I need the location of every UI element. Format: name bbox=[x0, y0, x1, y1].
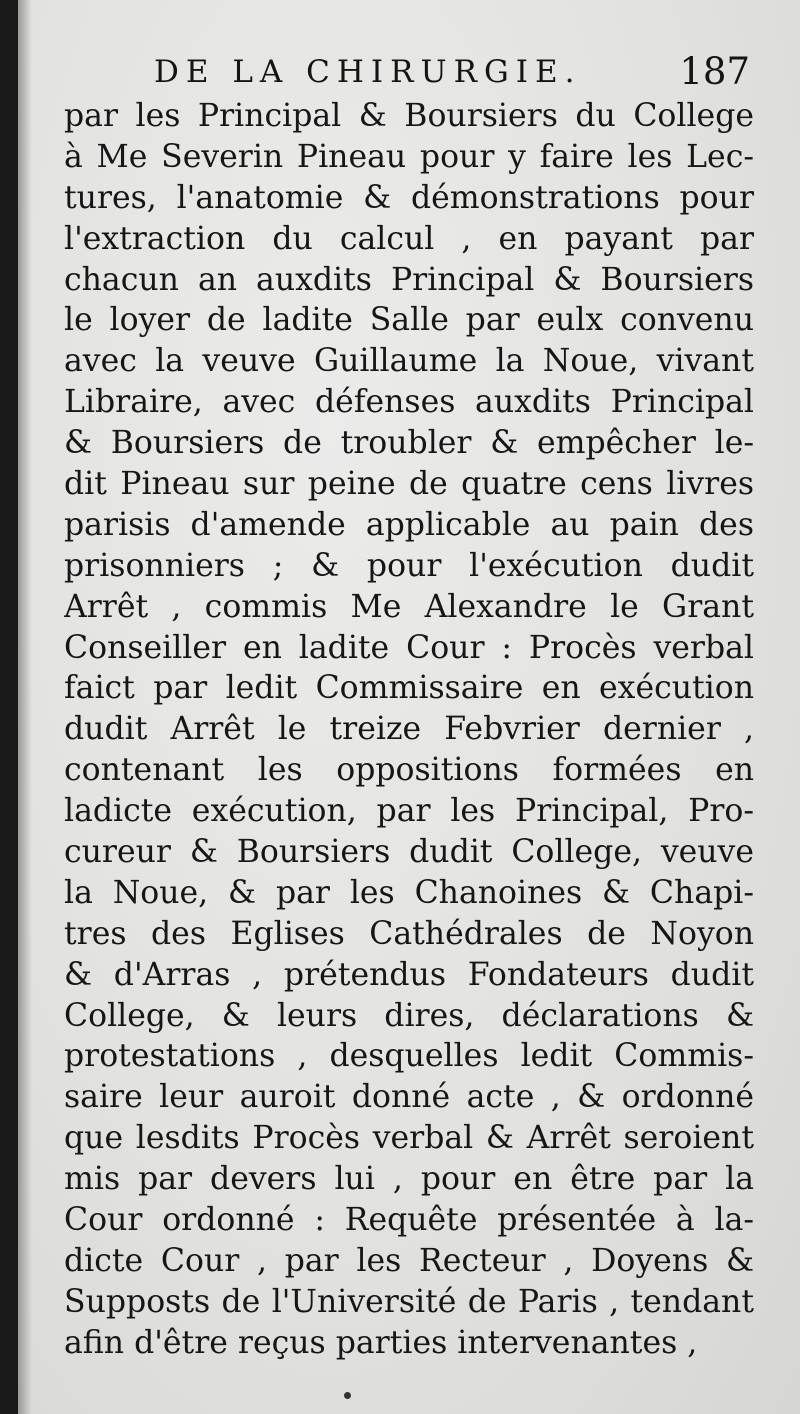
text-line-24: protestations , desquelles ledit Commis- bbox=[64, 1038, 754, 1075]
text-line-31: afin d'être reçus parties intervenantes , bbox=[64, 1324, 698, 1361]
text-line-29: dicte Cour , par les Recteur , Doyens & bbox=[64, 1242, 754, 1279]
text-line-27: mis par devers lui , pour en être par la bbox=[64, 1161, 754, 1198]
text-line-8: Libraire, avec défenses auxdits Principal bbox=[64, 384, 754, 421]
text-line-23: College, & leurs dires, déclarations & bbox=[64, 997, 754, 1034]
page-number: 187 bbox=[679, 50, 750, 93]
text-line-25: saire leur auroit donné acte , & ordonné bbox=[64, 1079, 754, 1116]
text-line-20: la Noue, & par les Chanoines & Chapi- bbox=[64, 874, 754, 911]
page-header bbox=[18, 48, 800, 98]
text-line-17: contenant les oppositions formées en bbox=[64, 752, 754, 789]
text-line-14: Conseiller en ladite Cour : Procès verbal bbox=[64, 629, 754, 666]
text-line-5: chacun an auxdits Principal & Boursiers bbox=[64, 261, 754, 298]
text-line-12: prisonniers ; & pour l'exécution dudit bbox=[64, 547, 754, 584]
text-line-9: & Boursiers de troubler & empêcher le- bbox=[64, 425, 754, 462]
text-line-7: avec la veuve Guillaume la Noue, vivant bbox=[64, 343, 754, 380]
text-line-16: dudit Arrêt le treize Febvrier dernier , bbox=[64, 711, 754, 748]
text-line-26: que lesdits Procès verbal & Arrêt seroient bbox=[64, 1120, 754, 1157]
text-line-1: par les Principal & Boursiers du College bbox=[64, 98, 754, 134]
text-line-10: dit Pineau sur peine de quatre cens livres bbox=[64, 466, 754, 503]
text-line-2: à Me Severin Pineau pour y faire les Lec- bbox=[64, 138, 754, 175]
text-line-4: l'extraction du calcul , en payant par bbox=[64, 220, 754, 257]
text-line-30: Supposts de l'Université de Paris , tendant bbox=[64, 1283, 754, 1320]
printer-mark-dot bbox=[344, 1392, 351, 1399]
text-line-28: Cour ordonné : Requête présentée à la- bbox=[64, 1202, 754, 1239]
text-line-19: cureur & Boursiers dudit College, veuve bbox=[64, 834, 754, 871]
gutter-shadow bbox=[18, 0, 32, 1414]
text-line-15: faict par ledit Commissaire en exécution bbox=[64, 670, 754, 707]
text-line-18: ladicte exécution, par les Principal, Pro- bbox=[64, 793, 754, 830]
text-line-22: & d'Arras , prétendus Fondateurs dudit bbox=[64, 956, 754, 993]
text-line-13: Arrêt , commis Me Alexandre le Grant bbox=[64, 588, 754, 625]
body-text bbox=[64, 96, 754, 1364]
book-page bbox=[18, 0, 800, 1414]
text-line-6: le loyer de ladite Salle par eulx convenu bbox=[64, 302, 754, 339]
text-line-21: tres des Eglises Cathédrales de Noyon bbox=[64, 915, 754, 952]
text-line-11: parisis d'amende applicable au pain des bbox=[64, 506, 754, 543]
running-title: DE LA CHIRURGIE. bbox=[154, 54, 582, 90]
text-line-3: tures, l'anatomie & démonstrations pour bbox=[64, 179, 754, 216]
